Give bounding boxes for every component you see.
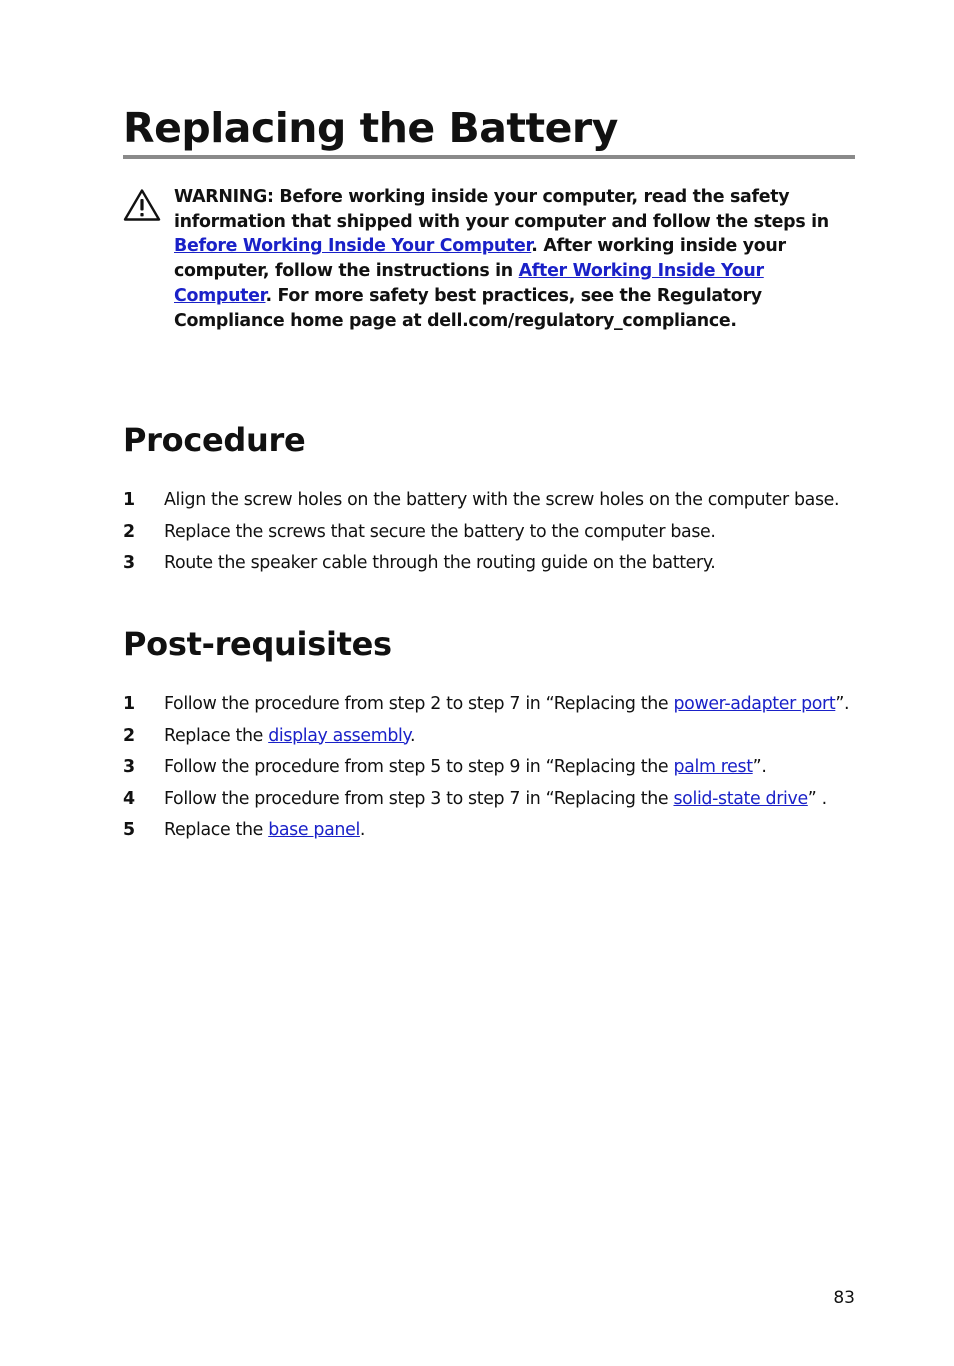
step-text: Follow the procedure from step 2 to step 7 in “Replacing the: [164, 694, 674, 714]
step-text: Replace the: [164, 820, 269, 840]
step-text: ”.: [752, 757, 767, 777]
warning-text-part: . After working inside your computer, follow the instructions in: [174, 236, 786, 282]
title-divider: [123, 155, 855, 159]
step-number: 2: [123, 725, 135, 746]
step-text: Follow the procedure from step 5 to step 9 in “Replacing the: [164, 757, 674, 777]
post-requisite-step: [123, 818, 855, 843]
page-title: Replacing the Battery: [123, 104, 618, 152]
step-text: Align the screw holes on the battery with the screw holes on the computer base.: [164, 490, 840, 510]
warning-text: [174, 185, 864, 333]
base-panel-link[interactable]: base panel: [268, 820, 360, 840]
step-text: .: [409, 725, 416, 746]
post-requisite-step: [123, 787, 855, 812]
power-adapter-port-link[interactable]: power-adapter port: [673, 694, 836, 714]
step-text: Replace the: [164, 725, 269, 746]
procedure-heading: Procedure: [123, 421, 306, 459]
step-text: ” .: [807, 788, 827, 809]
step-number: 3: [123, 757, 135, 777]
step-number: 4: [123, 788, 135, 809]
warning-text-part: WARNING: Before working inside your computer, read the safety information that shipped with your computer and follow the steps in: [174, 187, 829, 232]
warning-triangle-icon: [123, 188, 161, 222]
step-text: .: [359, 820, 366, 840]
after-working-link[interactable]: After Working Inside Your Computer: [174, 261, 764, 306]
display-assembly-link[interactable]: display assembly: [268, 725, 410, 746]
post-requisite-step: [123, 724, 855, 749]
step-text: Replace the screws that secure the battery to the computer base.: [164, 521, 716, 542]
warning-text-part: . For more safety best practices, see the Regulatory Compliance home page at dell.com/regulatory_compliance.: [174, 285, 762, 331]
step-number: 3: [123, 553, 135, 573]
step-number: 1: [123, 694, 135, 714]
step-number: 1: [123, 490, 135, 510]
step-text: Route the speaker cable through the routing guide on the battery.: [164, 553, 716, 573]
procedure-steps: [123, 488, 855, 583]
step-number: 2: [123, 521, 135, 542]
palm-rest-link[interactable]: palm rest: [673, 757, 753, 777]
procedure-step: [123, 488, 855, 513]
procedure-step: [123, 520, 855, 545]
before-working-link[interactable]: Before Working Inside Your Computer: [174, 236, 532, 257]
step-text: ”.: [835, 694, 850, 714]
step-text: Follow the procedure from step 3 to step 7 in “Replacing the: [164, 788, 674, 809]
post-requisite-step: [123, 755, 855, 780]
solid-state-drive-link[interactable]: solid-state drive: [673, 788, 808, 809]
post-requisites-steps: [123, 692, 855, 850]
procedure-step: [123, 551, 855, 576]
post-requisite-step: [123, 692, 855, 717]
post-requisites-heading: Post-requisites: [123, 625, 392, 663]
step-number: 5: [123, 820, 135, 840]
page-number: 83: [833, 1288, 855, 1308]
